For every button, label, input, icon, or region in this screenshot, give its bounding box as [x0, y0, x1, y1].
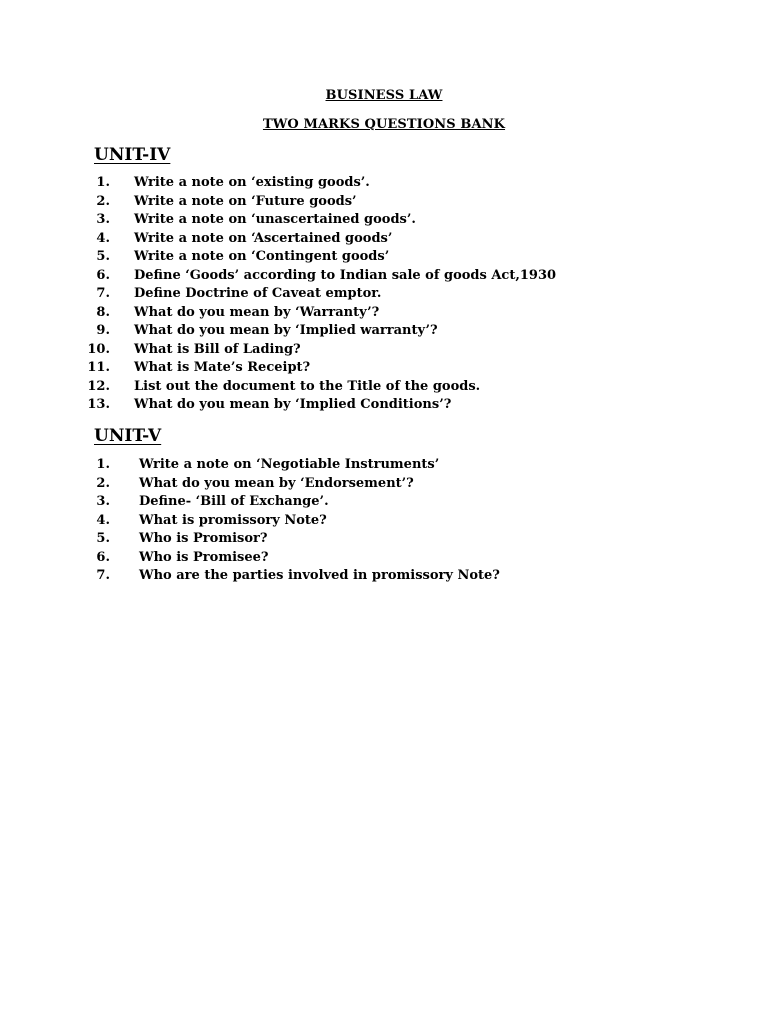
question-text: Write a note on ‘Future goods’	[134, 193, 357, 209]
question-number: 12.	[87, 378, 110, 394]
question-number: 13.	[87, 397, 110, 412]
question-text: What do you mean by ‘Endorsement’?	[139, 475, 414, 491]
question-number: 8.	[96, 304, 110, 320]
unit-v-heading: UNIT-V	[94, 426, 162, 446]
question-text: What is Bill of Lading?	[134, 341, 301, 357]
question-text: What is promissory Note?	[139, 512, 327, 528]
question-number: 5.	[96, 249, 110, 264]
question-text: What do you mean by ‘Implied warranty’?	[134, 323, 438, 338]
question-item	[80, 567, 500, 586]
question-text: Write a note on ‘unascertained goods’.	[134, 212, 416, 227]
question-number: 11.	[87, 360, 110, 375]
question-text: Write a note on ‘existing goods’.	[134, 175, 370, 190]
question-text: Who are the parties involved in promissory Note?	[139, 568, 500, 583]
question-item	[80, 530, 268, 549]
question-text: Define Doctrine of Caveat emptor.	[134, 286, 382, 301]
question-item	[80, 285, 382, 304]
question-number: 6.	[96, 267, 110, 283]
question-text: Who is Promisor?	[139, 531, 268, 546]
question-number: 2.	[96, 193, 110, 209]
question-text: List out the document to the Title of the goods.	[134, 378, 481, 394]
document-subtitle: TWO MARKS QUESTIONS BANK	[262, 117, 506, 132]
question-text: Who is Promisee?	[139, 549, 269, 565]
question-item	[80, 248, 390, 267]
question-text: What do you mean by ‘Implied Conditions’?	[134, 397, 452, 412]
question-item	[80, 456, 440, 475]
question-number: 7.	[96, 286, 110, 301]
question-item	[80, 211, 416, 230]
document-title: BUSINESS LAW	[325, 88, 443, 103]
question-item	[80, 267, 557, 286]
question-item	[80, 475, 414, 494]
question-number: 3.	[96, 494, 110, 509]
question-number: 2.	[96, 475, 110, 491]
question-number: 4.	[96, 512, 110, 528]
question-item	[80, 549, 269, 568]
question-number: 6.	[96, 549, 110, 565]
question-item	[80, 359, 311, 378]
question-text: Define- ‘Bill of Exchange’.	[139, 494, 329, 509]
question-text: Write a note on ‘Ascertained goods’	[134, 230, 393, 246]
question-number: 1.	[96, 175, 110, 190]
question-text: Write a note on ‘Contingent goods’	[134, 249, 390, 264]
question-item	[80, 193, 357, 212]
question-item	[80, 512, 327, 531]
question-item	[80, 322, 438, 341]
question-item	[80, 230, 393, 249]
unit-iv-heading: UNIT-IV	[94, 145, 171, 165]
question-item	[80, 493, 329, 512]
question-item	[80, 174, 370, 193]
question-number: 9.	[96, 323, 110, 338]
question-item	[80, 304, 380, 323]
unit-iv-question-list	[80, 174, 557, 415]
question-number: 1.	[96, 457, 110, 472]
question-item	[80, 341, 301, 360]
question-text: Write a note on ‘Negotiable Instruments’	[139, 457, 440, 472]
question-number: 7.	[96, 568, 110, 583]
question-item	[80, 378, 481, 397]
unit-v-question-list	[80, 456, 500, 586]
question-number: 10.	[87, 341, 110, 357]
question-text: Define ‘Goods’ according to Indian sale of goods Act,1930	[134, 267, 557, 283]
question-number: 3.	[96, 212, 110, 227]
question-text: What do you mean by ‘Warranty’?	[134, 304, 380, 320]
question-number: 5.	[96, 531, 110, 546]
question-item	[80, 396, 452, 415]
question-number: 4.	[96, 230, 110, 246]
question-text: What is Mate’s Receipt?	[134, 360, 311, 375]
